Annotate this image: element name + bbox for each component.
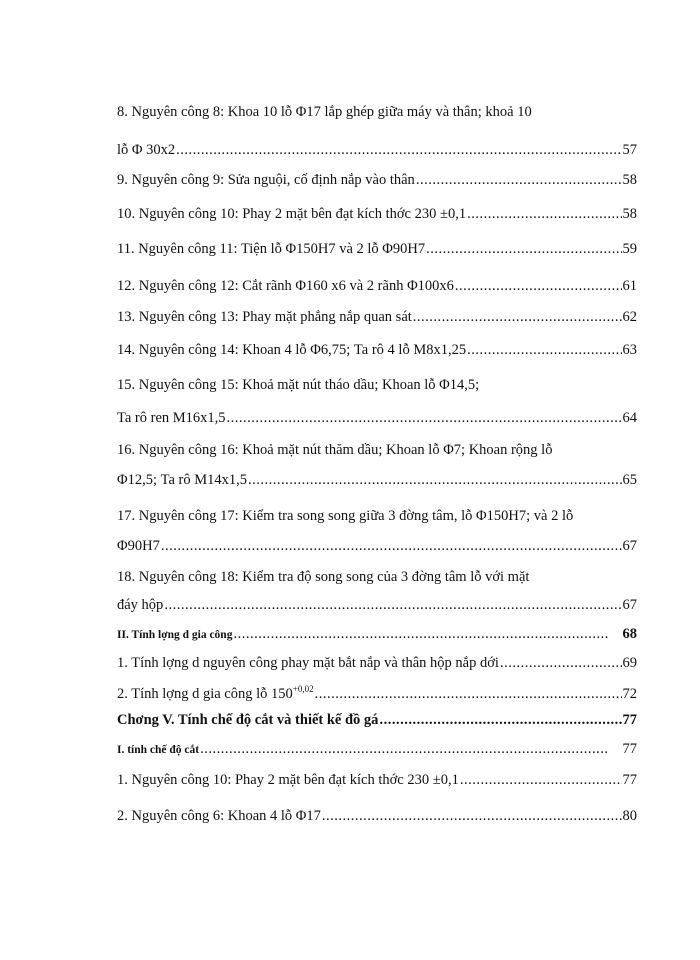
toc-item-15 bbox=[117, 410, 637, 427]
leader-dots bbox=[467, 342, 621, 359]
toc-section-ii-page: 68 bbox=[622, 626, 637, 642]
toc-item-8-page: 57 bbox=[622, 142, 637, 158]
toc-item-14 bbox=[117, 342, 637, 359]
toc-item-13-text: 13. Nguyên công 13: Phay mặt phẳng nắp quan sát bbox=[117, 309, 412, 325]
toc-item-12 bbox=[117, 278, 637, 295]
toc-sub-2 bbox=[117, 684, 637, 703]
toc-cut-1-page: 77 bbox=[622, 772, 637, 788]
toc-item-16-line1: 16. Nguyên công 16: Khoả mặt nút thăm dầu; Khoan lỗ Φ7; Khoan rộng lỗ bbox=[117, 442, 553, 458]
leader-dots bbox=[161, 538, 622, 555]
leader-dots bbox=[315, 686, 622, 703]
toc-section-i bbox=[117, 741, 637, 758]
toc-item-18-page: 67 bbox=[622, 597, 637, 613]
toc-item-10 bbox=[117, 206, 637, 223]
toc-item-10-page: 58 bbox=[622, 206, 637, 222]
leader-dots bbox=[416, 172, 622, 189]
toc-sub-2-page: 72 bbox=[622, 685, 637, 702]
toc-sub-1-page: 69 bbox=[622, 655, 637, 671]
toc-sub-1-text: 1. Tính lợng d nguyên công phay mặt bắt nắp và thân hộp nắp dới bbox=[117, 655, 499, 671]
toc-item-13 bbox=[117, 309, 637, 326]
toc-item-17-page: 67 bbox=[622, 538, 637, 554]
toc-section-i-page: 77 bbox=[622, 741, 637, 757]
leader-dots bbox=[455, 278, 622, 295]
leader-dots bbox=[500, 655, 622, 672]
toc-item-17-line1: 17. Nguyên công 17: Kiểm tra song song giữa 3 đờng tâm, lỗ Φ150H7; và 2 lỗ bbox=[117, 508, 574, 524]
toc-cut-1-text: 1. Nguyên công 10: Phay 2 mặt bên đạt kích thớc 230 ±0,1 bbox=[117, 772, 459, 788]
toc-item-10-text: 10. Nguyên công 10: Phay 2 mặt bên đạt kích thớc 230 ±0,1 bbox=[117, 206, 467, 222]
toc-item-8-line2: lỗ Φ 30x2 bbox=[117, 142, 176, 158]
toc-chapter-v-text: Chơng V. Tính chế độ cắt và thiết kế đồ gá bbox=[117, 712, 379, 728]
toc-chapter-v-page: 77 bbox=[622, 712, 637, 728]
toc-chapter-v bbox=[117, 712, 637, 729]
toc-item-16-page: 65 bbox=[622, 472, 637, 488]
toc-section-ii bbox=[117, 626, 637, 643]
toc-item-15-line1: 15. Nguyên công 15: Khoả mặt nút tháo dầu; Khoan lỗ Φ14,5; bbox=[117, 377, 480, 393]
leader-dots bbox=[227, 410, 622, 427]
toc-item-16 bbox=[117, 472, 637, 489]
toc-item-15-page: 64 bbox=[622, 410, 637, 426]
toc-item-18-line2: đáy hộp bbox=[117, 597, 164, 613]
leader-dots bbox=[200, 741, 607, 758]
toc-item-12-page: 61 bbox=[622, 278, 637, 294]
toc-sub-2-text: 2. Tính lợng d gia công lỗ $150^{+0,02}$ bbox=[117, 684, 314, 702]
toc-cut-1 bbox=[117, 772, 637, 789]
leader-dots bbox=[322, 808, 622, 825]
toc-cut-2-text: 2. Nguyên công 6: Khoan 4 lỗ Φ17 bbox=[117, 808, 321, 824]
toc-item-18-line1: 18. Nguyên công 18: Kiểm tra độ song song của 3 đờng tâm lỗ với mặt bbox=[117, 569, 530, 585]
leader-dots bbox=[467, 206, 621, 223]
leader-dots bbox=[233, 626, 607, 643]
toc-cut-2-page: 80 bbox=[622, 808, 637, 824]
toc-item-14-page: 63 bbox=[622, 342, 637, 358]
leader-dots bbox=[413, 309, 622, 326]
toc-item-8 bbox=[117, 142, 637, 159]
toc-item-17-line2: Φ90H7 bbox=[117, 538, 160, 554]
leader-dots bbox=[460, 772, 622, 789]
leader-dots bbox=[379, 712, 621, 729]
toc-item-18 bbox=[117, 597, 637, 614]
leader-dots bbox=[248, 472, 621, 489]
toc-sub-1 bbox=[117, 655, 637, 672]
tolerance-superscript: +0,02 bbox=[292, 684, 314, 694]
toc-item-9-page: 58 bbox=[622, 172, 637, 188]
toc-item-17 bbox=[117, 538, 637, 555]
toc-item-16-line2: Φ12,5; Ta rô M14x1,5 bbox=[117, 472, 248, 488]
leader-dots bbox=[164, 597, 621, 614]
leader-dots bbox=[426, 241, 621, 258]
leader-dots bbox=[176, 142, 621, 159]
toc-cut-2 bbox=[117, 808, 637, 825]
toc-item-9 bbox=[117, 172, 637, 189]
toc-section-ii-text: II. Tính lợng d gia công bbox=[117, 629, 233, 641]
toc-item-11-page: 59 bbox=[622, 241, 637, 257]
toc-item-13-page: 62 bbox=[622, 309, 637, 325]
toc-item-11 bbox=[117, 241, 637, 258]
toc-item-14-text: 14. Nguyên công 14: Khoan 4 lỗ Φ6,75; Ta rô 4 lỗ M8x1,25 bbox=[117, 342, 467, 358]
toc-section-i-text: I. tính chế độ cắt bbox=[117, 744, 200, 756]
toc-item-11-text: 11. Nguyên công 11: Tiện lỗ Φ150H7 và 2 lỗ Φ90H7 bbox=[117, 241, 426, 257]
toc-item-9-text: 9. Nguyên công 9: Sửa nguội, cố định nắp vào thân bbox=[117, 172, 415, 188]
toc-item-8-line1: 8. Nguyên công 8: Khoa 10 lỗ Φ17 lắp ghép giữa máy và thân; khoả 10 bbox=[117, 104, 532, 120]
toc-item-12-text: 12. Nguyên công 12: Cắt rãnh Φ160 x6 và 2 rãnh Φ100x6 bbox=[117, 278, 454, 294]
toc-item-15-line2: Ta rô ren M16x1,5 bbox=[117, 410, 226, 426]
